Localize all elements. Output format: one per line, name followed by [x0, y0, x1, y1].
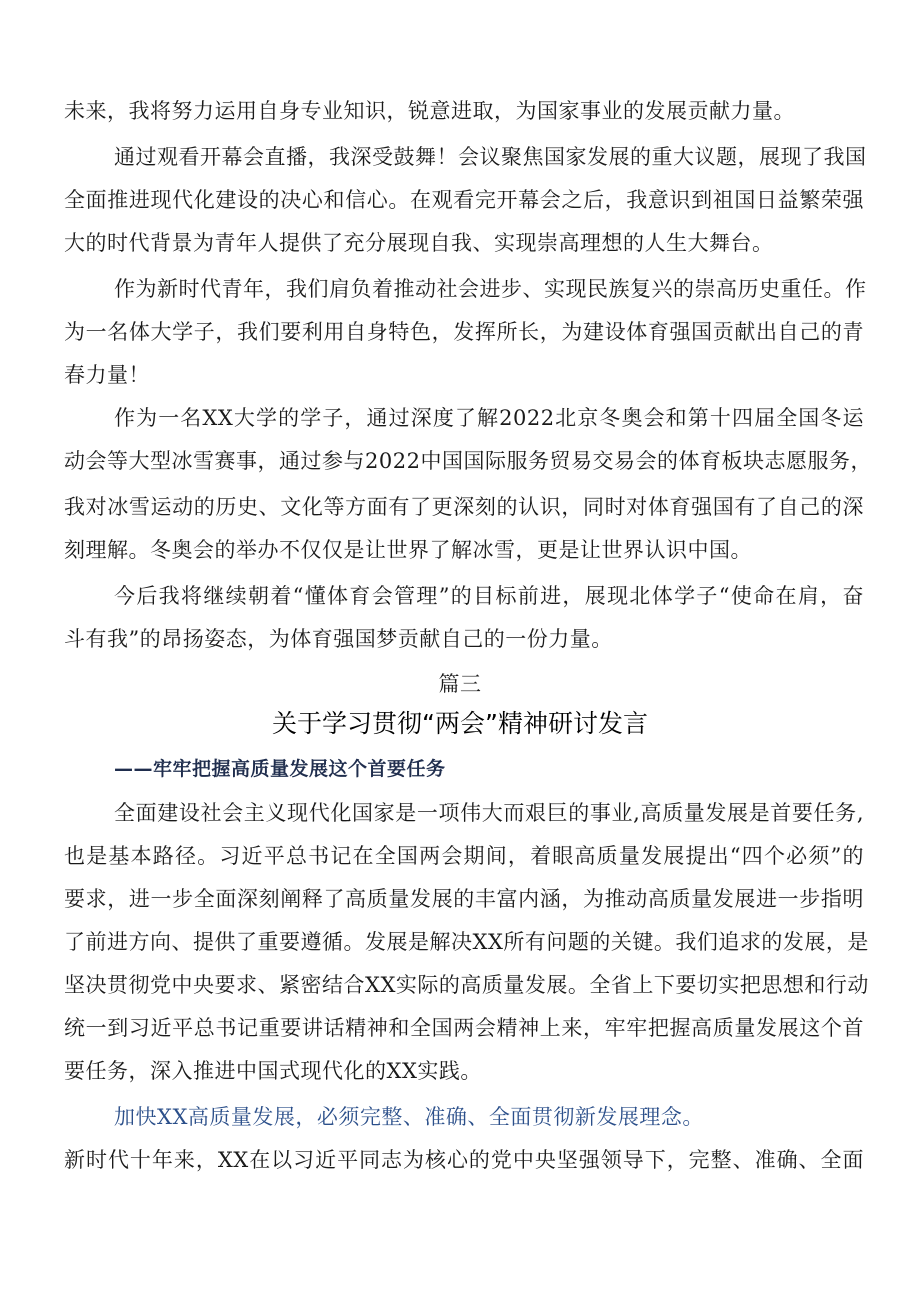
paragraph-line: 今后我将继续朝着“懂体育会管理”的目标前进，展现北体学子“使命在肩，奋	[114, 584, 864, 608]
paragraph-line: 全面推进现代化建设的决心和信心。在观看完开幕会之后，我意识到祖国日益繁荣强	[64, 188, 864, 212]
paragraph-line: 通过观看开幕会直播，我深受鼓舞！会议聚焦国家发展的重大议题，展现了我国	[114, 145, 867, 169]
paragraph-line: 我对冰雪运动的历史、文化等方面有了更深刻的认识，同时对体育强国有了自己的深	[64, 495, 864, 519]
paragraph-line: 刻理解。冬奥会的举办不仅仅是让世界了解冰雪，更是让世界认识中国。	[64, 538, 752, 562]
paragraph-line: 为一名体大学子，我们要利用自身特色，发挥所长，为建设体育强国贡献出自己的青	[64, 320, 864, 344]
paragraph-line: 大的时代背景为青年人提供了充分展现自我、实现崇高理想的人生大舞台。	[64, 231, 774, 255]
paragraph-line: 春力量！	[64, 363, 150, 387]
paragraph-line: 作为一名XX大学的学子，通过深度了解2022北京冬奥会和第十四届全国冬运	[114, 406, 864, 430]
paragraph-line: 也是基本路径。习近平总书记在全国两会期间，着眼高质量发展提出“四个必须”的	[64, 844, 864, 868]
paragraph-line: 作为新时代青年，我们肩负着推动社会进步、实现民族复兴的崇高历史重任。作	[114, 277, 867, 301]
paragraph-line: 要求，进一步全面深刻阐释了高质量发展的丰富内涵，为推动高质量发展进一步指明	[64, 887, 864, 911]
paragraph-line: 要任务，深入推进中国式现代化的XX实践。	[64, 1059, 482, 1083]
paragraph-line: 了前进方向、提供了重要遵循。发展是解决XX所有问题的关键。我们追求的发展，是	[64, 930, 869, 954]
section-label: 篇三	[438, 672, 482, 696]
subtitle: ——牢牢把握高质量发展这个首要任务	[114, 758, 446, 780]
paragraph-line: 全面建设社会主义现代化国家是一项伟大而艰巨的事业,高质量发展是首要任务,	[114, 801, 864, 825]
paragraph-line: 统一到习近平总书记重要讲话精神和全国两会精神上来，牢牢把握高质量发展这个首	[64, 1016, 864, 1040]
key-point-heading: 加快XX高质量发展，必须完整、准确、全面贯彻新发展理念。	[114, 1105, 704, 1129]
page-title: 关于学习贯彻“两会”精神研讨发言	[272, 709, 648, 738]
paragraph-line: 坚决贯彻党中央要求、紧密结合XX实际的高质量发展。全省上下要切实把思想和行动	[64, 973, 869, 997]
paragraph-line: 新时代十年来，XX在以习近平同志为核心的党中央坚强领导下，完整、准确、全面	[64, 1148, 864, 1172]
paragraph-line: 动会等大型冰雪赛事，通过参与2022中国国际服务贸易交易会的体育板块志愿服务，	[64, 449, 872, 473]
paragraph-line: 未来，我将努力运用自身专业知识，锐意进取，为国家事业的发展贡献力量。	[64, 99, 795, 123]
paragraph-line: 斗有我”的昂扬姿态，为体育强国梦贡献自己的一份力量。	[64, 627, 613, 651]
